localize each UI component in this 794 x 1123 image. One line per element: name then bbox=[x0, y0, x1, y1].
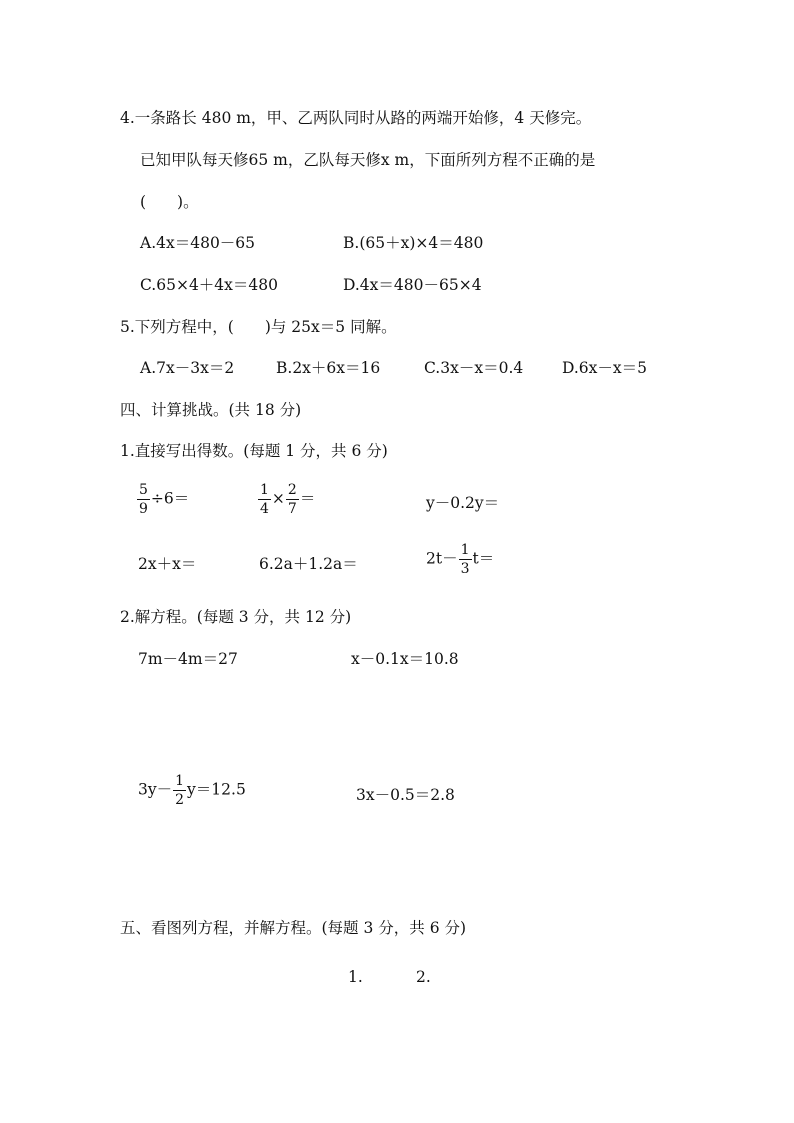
calc-expression-3: y－0.2y＝ bbox=[426, 494, 500, 512]
expression-text: ＝ bbox=[299, 489, 316, 508]
fraction-numerator: 5 bbox=[139, 482, 148, 498]
expression-text: ÷6＝ bbox=[150, 489, 190, 508]
section5-title: 五、看图列方程，并解方程。(每题 3 分，共 6 分) bbox=[120, 919, 467, 937]
figure-label-1: 1. bbox=[348, 968, 363, 986]
q5-option-c: C.3x－x＝0.4 bbox=[424, 359, 524, 377]
fraction-denominator: 3 bbox=[460, 561, 470, 577]
q4-line1: 4.一条路长 480 m，甲、乙两队同时从路的两端开始修，4 天修完。 bbox=[120, 109, 592, 127]
q5-option-a: A.7x－3x＝2 bbox=[140, 359, 235, 377]
q4-option-a: A.4x＝480－65 bbox=[140, 234, 256, 252]
figure-label-2: 2. bbox=[416, 968, 431, 986]
expression-text: y＝12.5 bbox=[187, 780, 246, 799]
q5-option-b: B.2x＋6x＝16 bbox=[276, 359, 381, 377]
q4-option-c: C.65×4＋4x＝480 bbox=[140, 276, 278, 294]
equation-3 bbox=[138, 774, 246, 807]
fraction bbox=[173, 774, 186, 807]
fraction-denominator: 9 bbox=[139, 501, 148, 517]
fraction-denominator: 2 bbox=[175, 792, 185, 808]
q4-option-b: B.(65＋x)×4＝480 bbox=[343, 234, 484, 252]
section4-part2-title: 2.解方程。(每题 3 分，共 12 分) bbox=[120, 608, 352, 626]
fraction bbox=[286, 483, 299, 516]
q4-option-d: D.4x＝480－65×4 bbox=[343, 276, 482, 294]
fraction bbox=[137, 483, 150, 516]
q5-stem: 5.下列方程中，( )与 25x＝5 同解。 bbox=[120, 318, 397, 336]
q4-answer-blank: ( )。 bbox=[140, 193, 199, 211]
equation-1: 7m－4m＝27 bbox=[138, 650, 238, 668]
calc-expression-4: 2x＋x＝ bbox=[138, 555, 197, 573]
calc-expression-6 bbox=[426, 543, 494, 576]
section4-part1-title: 1.直接写出得数。(每题 1 分，共 6 分) bbox=[120, 442, 388, 460]
calc-expression-2 bbox=[257, 483, 315, 516]
expression-text: 3y－ bbox=[138, 780, 173, 799]
fraction-denominator: 7 bbox=[287, 501, 297, 517]
q4-line2: 已知甲队每天修65 m，乙队每天修x m，下面所列方程不正确的是 bbox=[140, 151, 596, 169]
fraction-numerator: 1 bbox=[460, 542, 470, 558]
equation-2: x－0.1x＝10.8 bbox=[351, 650, 459, 668]
expression-text: × bbox=[271, 489, 285, 508]
fraction-numerator: 1 bbox=[260, 482, 269, 498]
fraction-numerator: 1 bbox=[175, 773, 185, 789]
fraction bbox=[258, 483, 271, 516]
expression-text: 2t－ bbox=[426, 549, 458, 568]
fraction-denominator: 4 bbox=[260, 501, 269, 517]
equation-4: 3x－0.5＝2.8 bbox=[356, 786, 455, 804]
q5-option-d: D.6x－x＝5 bbox=[562, 359, 648, 377]
calc-expression-1 bbox=[136, 483, 189, 516]
expression-text: t＝ bbox=[472, 549, 495, 568]
fraction bbox=[459, 543, 472, 576]
calc-expression-5: 6.2a＋1.2a＝ bbox=[259, 555, 358, 573]
fraction-numerator: 2 bbox=[287, 482, 297, 498]
section4-title: 四、计算挑战。(共 18 分) bbox=[120, 401, 302, 419]
